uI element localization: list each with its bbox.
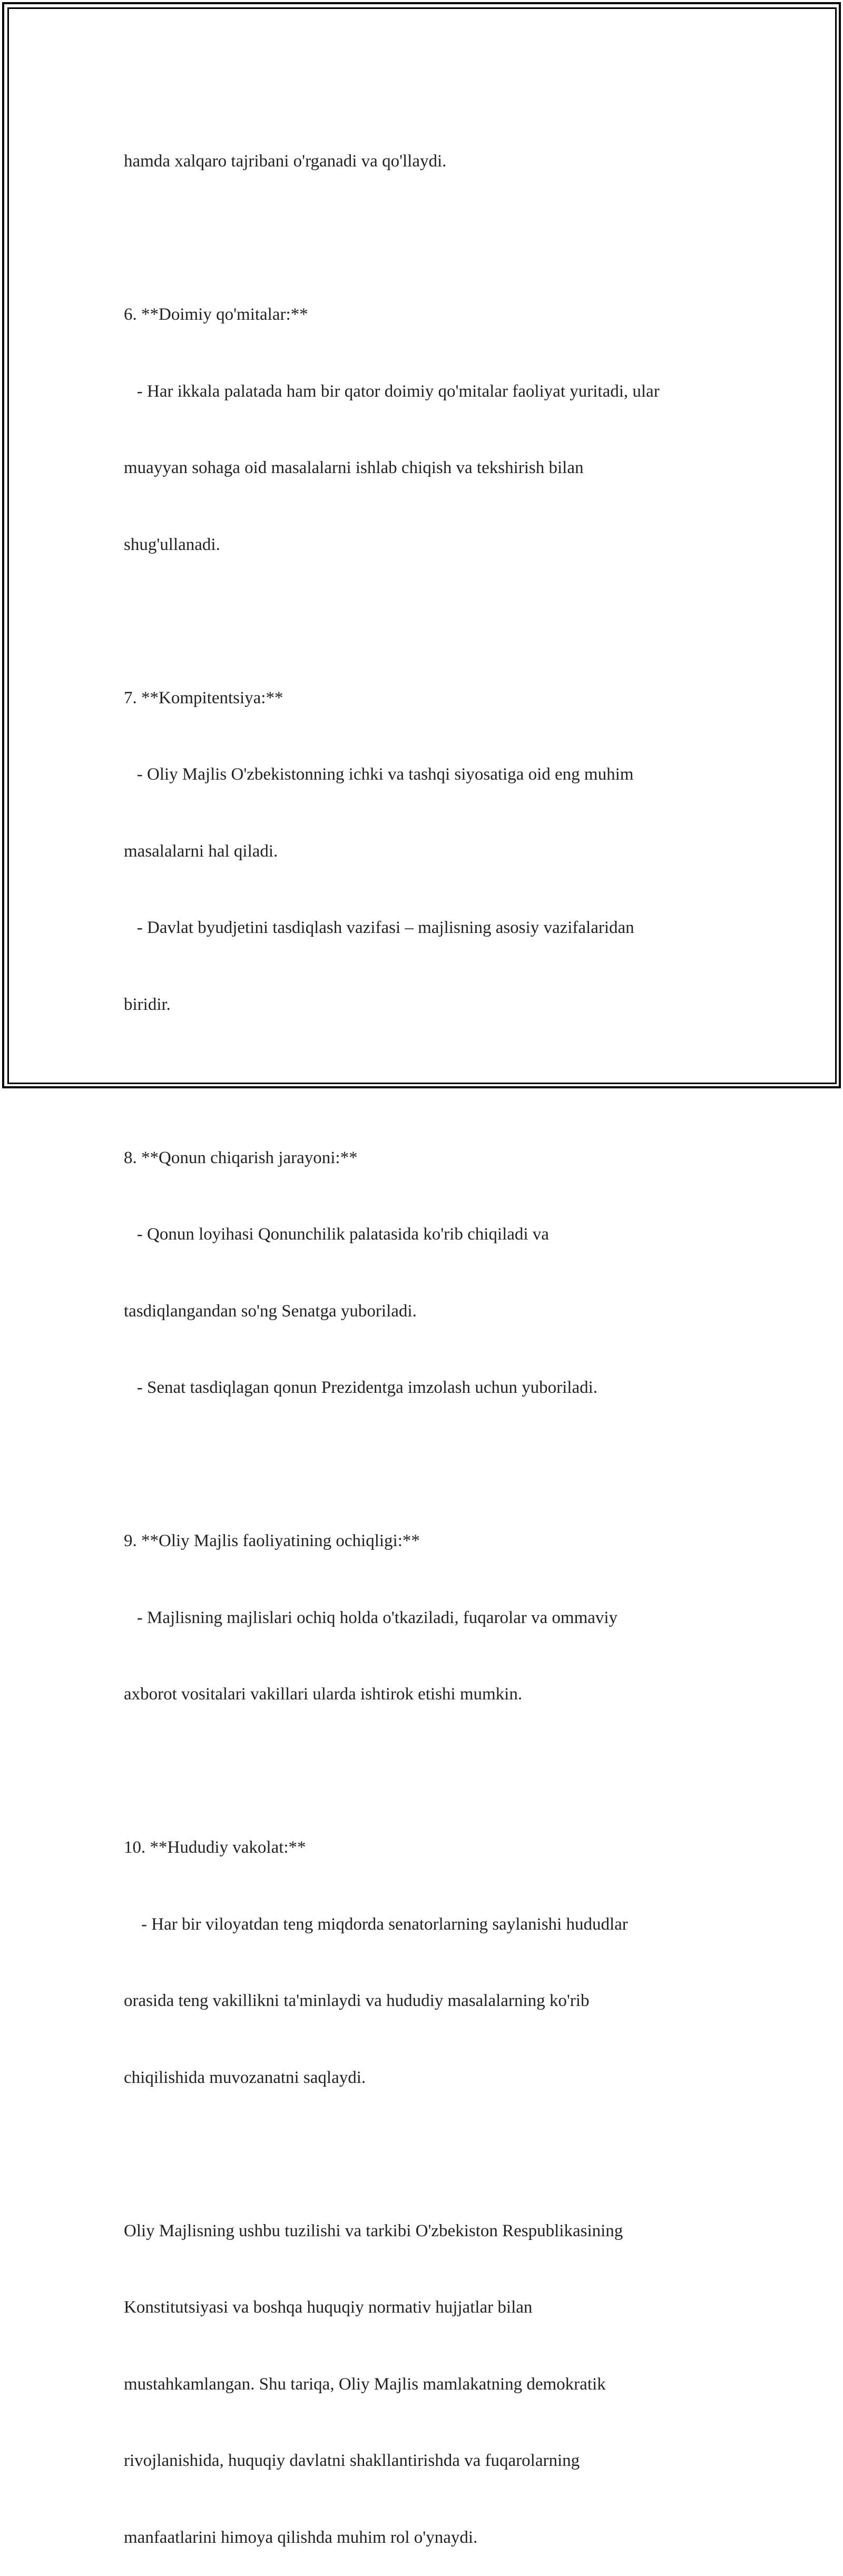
section-heading: 7. **Kompitentsiya:** [124,688,283,707]
section-heading: 8. **Qonun chiqarish jarayoni:** [124,1148,358,1167]
text-line: hamda xalqaro tajribani o'rganadi va qo'llaydi. [124,152,447,171]
text-line: shug'ullanadi. [124,535,220,554]
text-line: mustahkamlangan. Shu tariqa, Oliy Majlis mamlakatning demokratik [124,2374,606,2394]
section-heading: 9. **Oliy Majlis faoliyatining ochiqligi:** [124,1531,420,1550]
text-line: muayyan sohaga oid masalalarni ishlab chiqish va tekshirish bilan [124,458,584,477]
document-body [124,97,735,2576]
text-line: - Oliy Majlis O'zbekistonning ichki va tashqi siyosatiga oid eng muhim [124,765,634,784]
text-line: - Har ikkala palatada ham bir qator doimiy qo'mitalar faoliyat yuritadi, ular [124,381,660,401]
text-line: rivojlanishida, huquqiy davlatni shakllantirishda va fuqarolarning [124,2451,580,2470]
text-line: masalalarni hal qiladi. [124,841,278,861]
text-line: tasdiqlangandan so'ng Senatga yuboriladi. [124,1301,417,1321]
text-line: - Qonun loyihasi Qonunchilik palatasida ko'rib chiqiladi va [124,1225,549,1244]
blank-line [124,1068,735,1094]
text-line: biridir. [124,995,171,1014]
text-line: - Senat tasdiqlagan qonun Prezidentga imzolash uchun yuboriladi. [124,1378,598,1397]
text-line: - Har bir viloyatdan teng miqdorda senatorlarning saylanishi hududlar [124,1914,628,1934]
blank-line [124,2141,735,2167]
text-line: - Majlisning majlislari ochiq holda o'tkaziladi, fuqarolar va ommaviy [124,1608,618,1627]
blank-line [124,225,735,251]
text-line: orasida teng vakillikni ta'minlaydi va hududiy masalalarning ko'rib [124,1991,590,2010]
text-line: chiqilishida muvozanatni saqlaydi. [124,2068,366,2087]
section-heading: 10. **Hududiy vakolat:** [124,1838,306,1857]
blank-line [124,1758,735,1784]
text-line: manfaatlarini himoya qilishda muhim rol o'ynaydi. [124,2528,478,2547]
text-line: axborot vositalari vakillari ularda ishtirok etishi mumkin. [124,1685,523,1704]
text-line: - Davlat byudjetini tasdiqlash vazifasi – majlisning asosiy vazifalaridan [124,918,634,937]
blank-line [124,608,735,634]
text-line: Konstitutsiyasi va boshqa huquqiy normativ hujjatlar bilan [124,2298,533,2317]
text-line: Oliy Majlisning ushbu tuzilishi va tarkibi O'zbekiston Respublikasining [124,2221,623,2240]
blank-line [124,1452,735,1478]
section-heading: 6. **Doimiy qo'mitalar:** [124,305,308,324]
